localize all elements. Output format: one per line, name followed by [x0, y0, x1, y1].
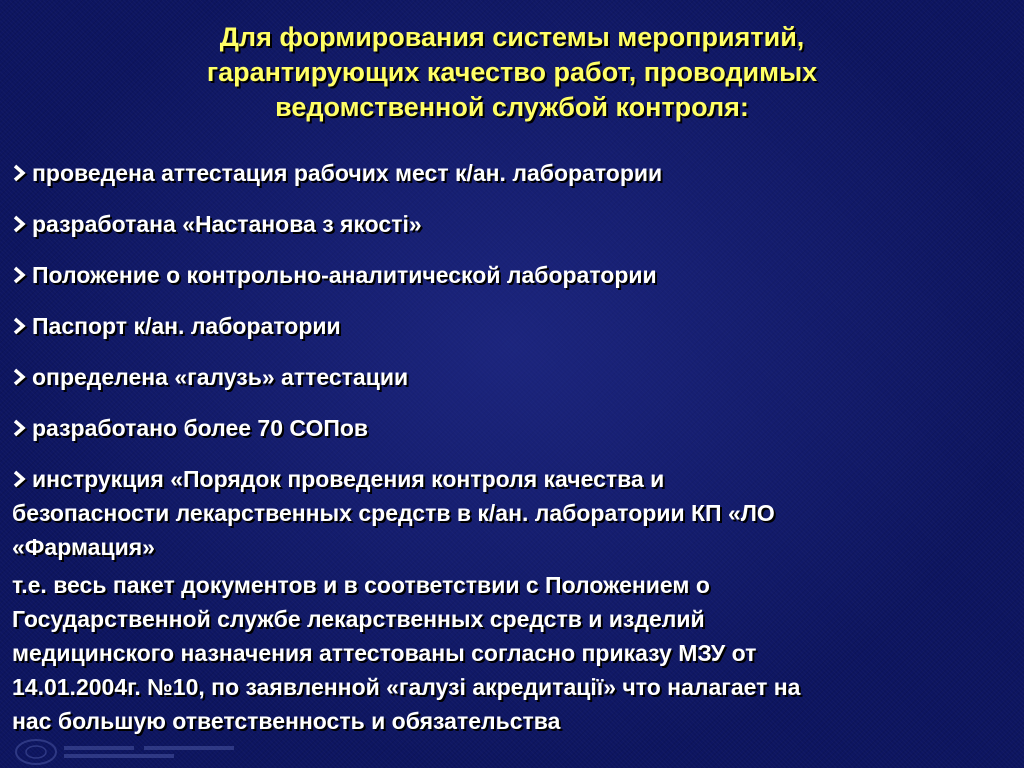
title-line: ведомственной службой контроля: — [275, 92, 749, 122]
bullet-item — [12, 156, 1012, 190]
title-line: Для формирования системы мероприятий, — [219, 22, 805, 52]
bullet-text: разработано более 70 СОПов — [32, 415, 369, 441]
summary-paragraph — [12, 568, 1012, 738]
bullet-text: определена «галузь» аттестации — [32, 364, 409, 390]
arrow-bullet-icon — [12, 266, 30, 284]
arrow-bullet-icon — [12, 368, 30, 386]
arrow-bullet-icon — [12, 470, 30, 488]
summary-line: нас большую ответственность и обязательства — [12, 708, 561, 734]
bullet-item — [12, 411, 1012, 445]
arrow-bullet-icon — [12, 317, 30, 335]
bullet-line — [12, 462, 1012, 496]
bullet-item — [12, 309, 1012, 343]
arrow-bullet-icon — [12, 164, 30, 182]
bullet-list — [12, 156, 1012, 738]
faded-logo — [14, 737, 254, 767]
summary-line: медицинского назначения аттестованы согласно приказу МЗУ от — [12, 640, 757, 666]
summary-line: Государственной службе лекарственных средств и изделий — [12, 606, 705, 632]
summary-line: т.е. весь пакет документов и в соответствии с Положением о — [12, 572, 710, 598]
bullet-text: проведена аттестация рабочих мест к/ан. лаборатории — [32, 160, 663, 186]
bullet-text: Паспорт к/ан. лаборатории — [32, 313, 341, 339]
slide-title — [60, 20, 964, 125]
bullet-line: безопасности лекарственных средств в к/ан. лаборатории КП «ЛО — [12, 500, 775, 526]
arrow-bullet-icon — [12, 419, 30, 437]
bullet-line: «Фармация» — [12, 534, 155, 560]
bullet-text: инструкция «Порядок проведения контроля качества и — [32, 466, 665, 492]
title-line: гарантирующих качество работ, проводимых — [206, 57, 818, 87]
bullet-item — [12, 258, 1012, 292]
summary-line: 14.01.2004г. №10, по заявленной «галузі акредитації» что налагает на — [12, 674, 801, 700]
bullet-text: разработана «Настанова з якості» — [32, 211, 422, 237]
bullet-text: Положение о контрольно-аналитической лаборатории — [32, 262, 657, 288]
arrow-bullet-icon — [12, 215, 30, 233]
bullet-item — [12, 360, 1012, 394]
bullet-item — [12, 207, 1012, 241]
bullet-item-instruction — [12, 462, 1012, 564]
